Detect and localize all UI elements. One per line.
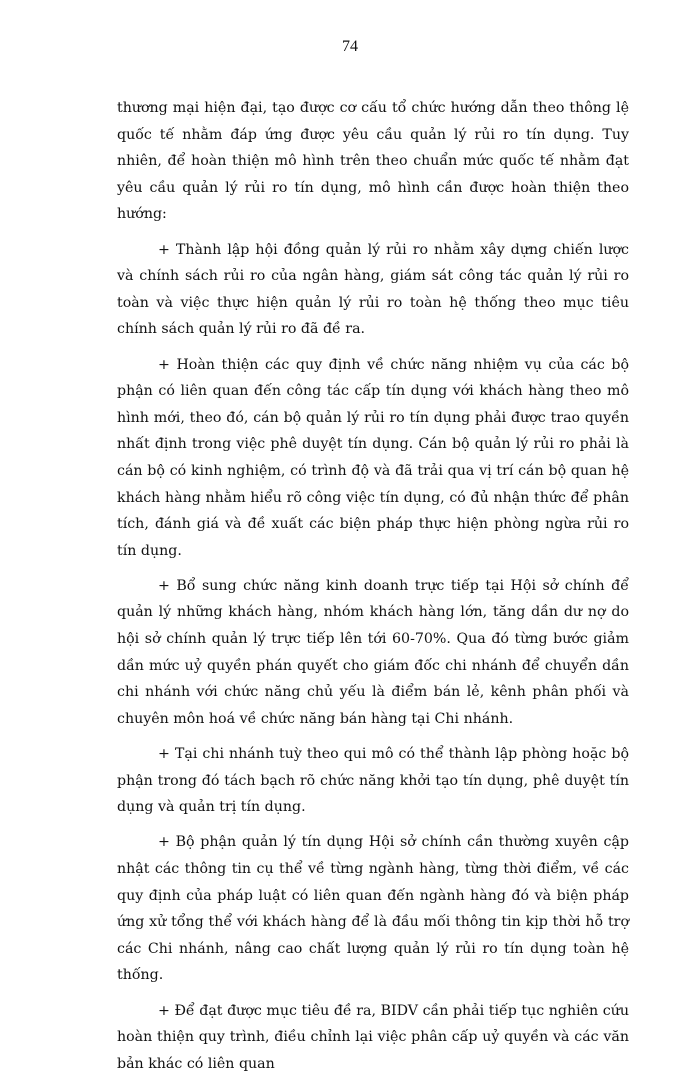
paragraph-credit-regulations: + Hoàn thiện các quy định về chức năng nhiệm vụ của các bộ phận có liên quan đến công tác cấp tín dụng với khách hàng theo mô hình mới, theo đó, cán bộ quản lý rủi ro tín dụng phải được trao quyền nhất định trong việc phê duyệt tín dụng. Cán bộ quản lý rủi ro phải là cán bộ có kinh nghiệm, có trình độ và đã trải qua vị trí cán bộ quan hệ khách hàng nhằm hiểu rõ công việc tín dụng, có đủ nhận thức để phân tích, đánh giá và đề xuất các biện pháp thực hiện phòng ngừa rủi ro tín dụng. [117, 356, 629, 559]
paragraph-bidv-objective: + Để đạt được mục tiêu đề ra, BIDV cần phải tiếp tục nghiên cứu hoàn thiện quy trình, điều chỉnh lại việc phân cấp uỷ quyền và các văn bản khác có liên quan [117, 1002, 629, 1072]
document-body [117, 95, 629, 1086]
paragraph-risk-council: + Thành lập hội đồng quản lý rủi ro nhằm xây dựng chiến lược và chính sách rủi ro của ngân hàng, giám sát công tác quản lý rủi ro toàn và việc thực hiện quản lý rủi ro toàn hệ thống theo mục tiêu chính sách quản lý rủi ro đã đề ra. [117, 241, 629, 338]
paragraph-head-office-business: + Bổ sung chức năng kinh doanh trực tiếp tại Hội sở chính để quản lý những khách hàng, nhóm khách hàng lớn, tăng dần dư nợ do hội sở chính quản lý trực tiếp lên tới 60-70%. Qua đó từng bước giảm dần mức uỷ quyền phán quyết cho giám đốc chi nhánh để chuyển dần chi nhánh với chức năng chủ yếu là điểm bán lẻ, kênh phân phối và chuyên môn hoá về chức năng bán hàng tại Chi nhánh. [117, 577, 629, 727]
paragraph-branch-separation: + Tại chi nhánh tuỳ theo qui mô có thể thành lập phòng hoặc bộ phận trong đó tách bạch rõ chức năng khởi tạo tín dụng, phê duyệt tín dụng và quản trị tín dụng. [117, 746, 629, 816]
paragraph-credit-management-dept: + Bộ phận quản lý tín dụng Hội sở chính cần thường xuyên cập nhật các thông tin cụ thể về từng ngành hàng, từng thời điểm, về các quy định của pháp luật có liên quan đến ngành hàng đó và biện pháp ứng xử tổng thể với khách hàng để là đầu mối thông tin kịp thời hỗ trợ các Chi nhánh, nâng cao chất lượng quản lý rủi ro tín dụng toàn hệ thống. [117, 834, 629, 984]
page-number: 74 [342, 38, 358, 55]
paragraph-intro-continuation: thương mại hiện đại, tạo được cơ cấu tổ chức hướng dẫn theo thông lệ quốc tế nhằm đáp ứng được yêu cầu quản lý rủi ro tín dụng. Tuy nhiên, để hoàn thiện mô hình trên theo chuẩn mức quốc tế nhằm đạt yêu cầu quản lý rủi ro tín dụng, mô hình cần được hoàn thiện theo hướng: [117, 100, 629, 223]
